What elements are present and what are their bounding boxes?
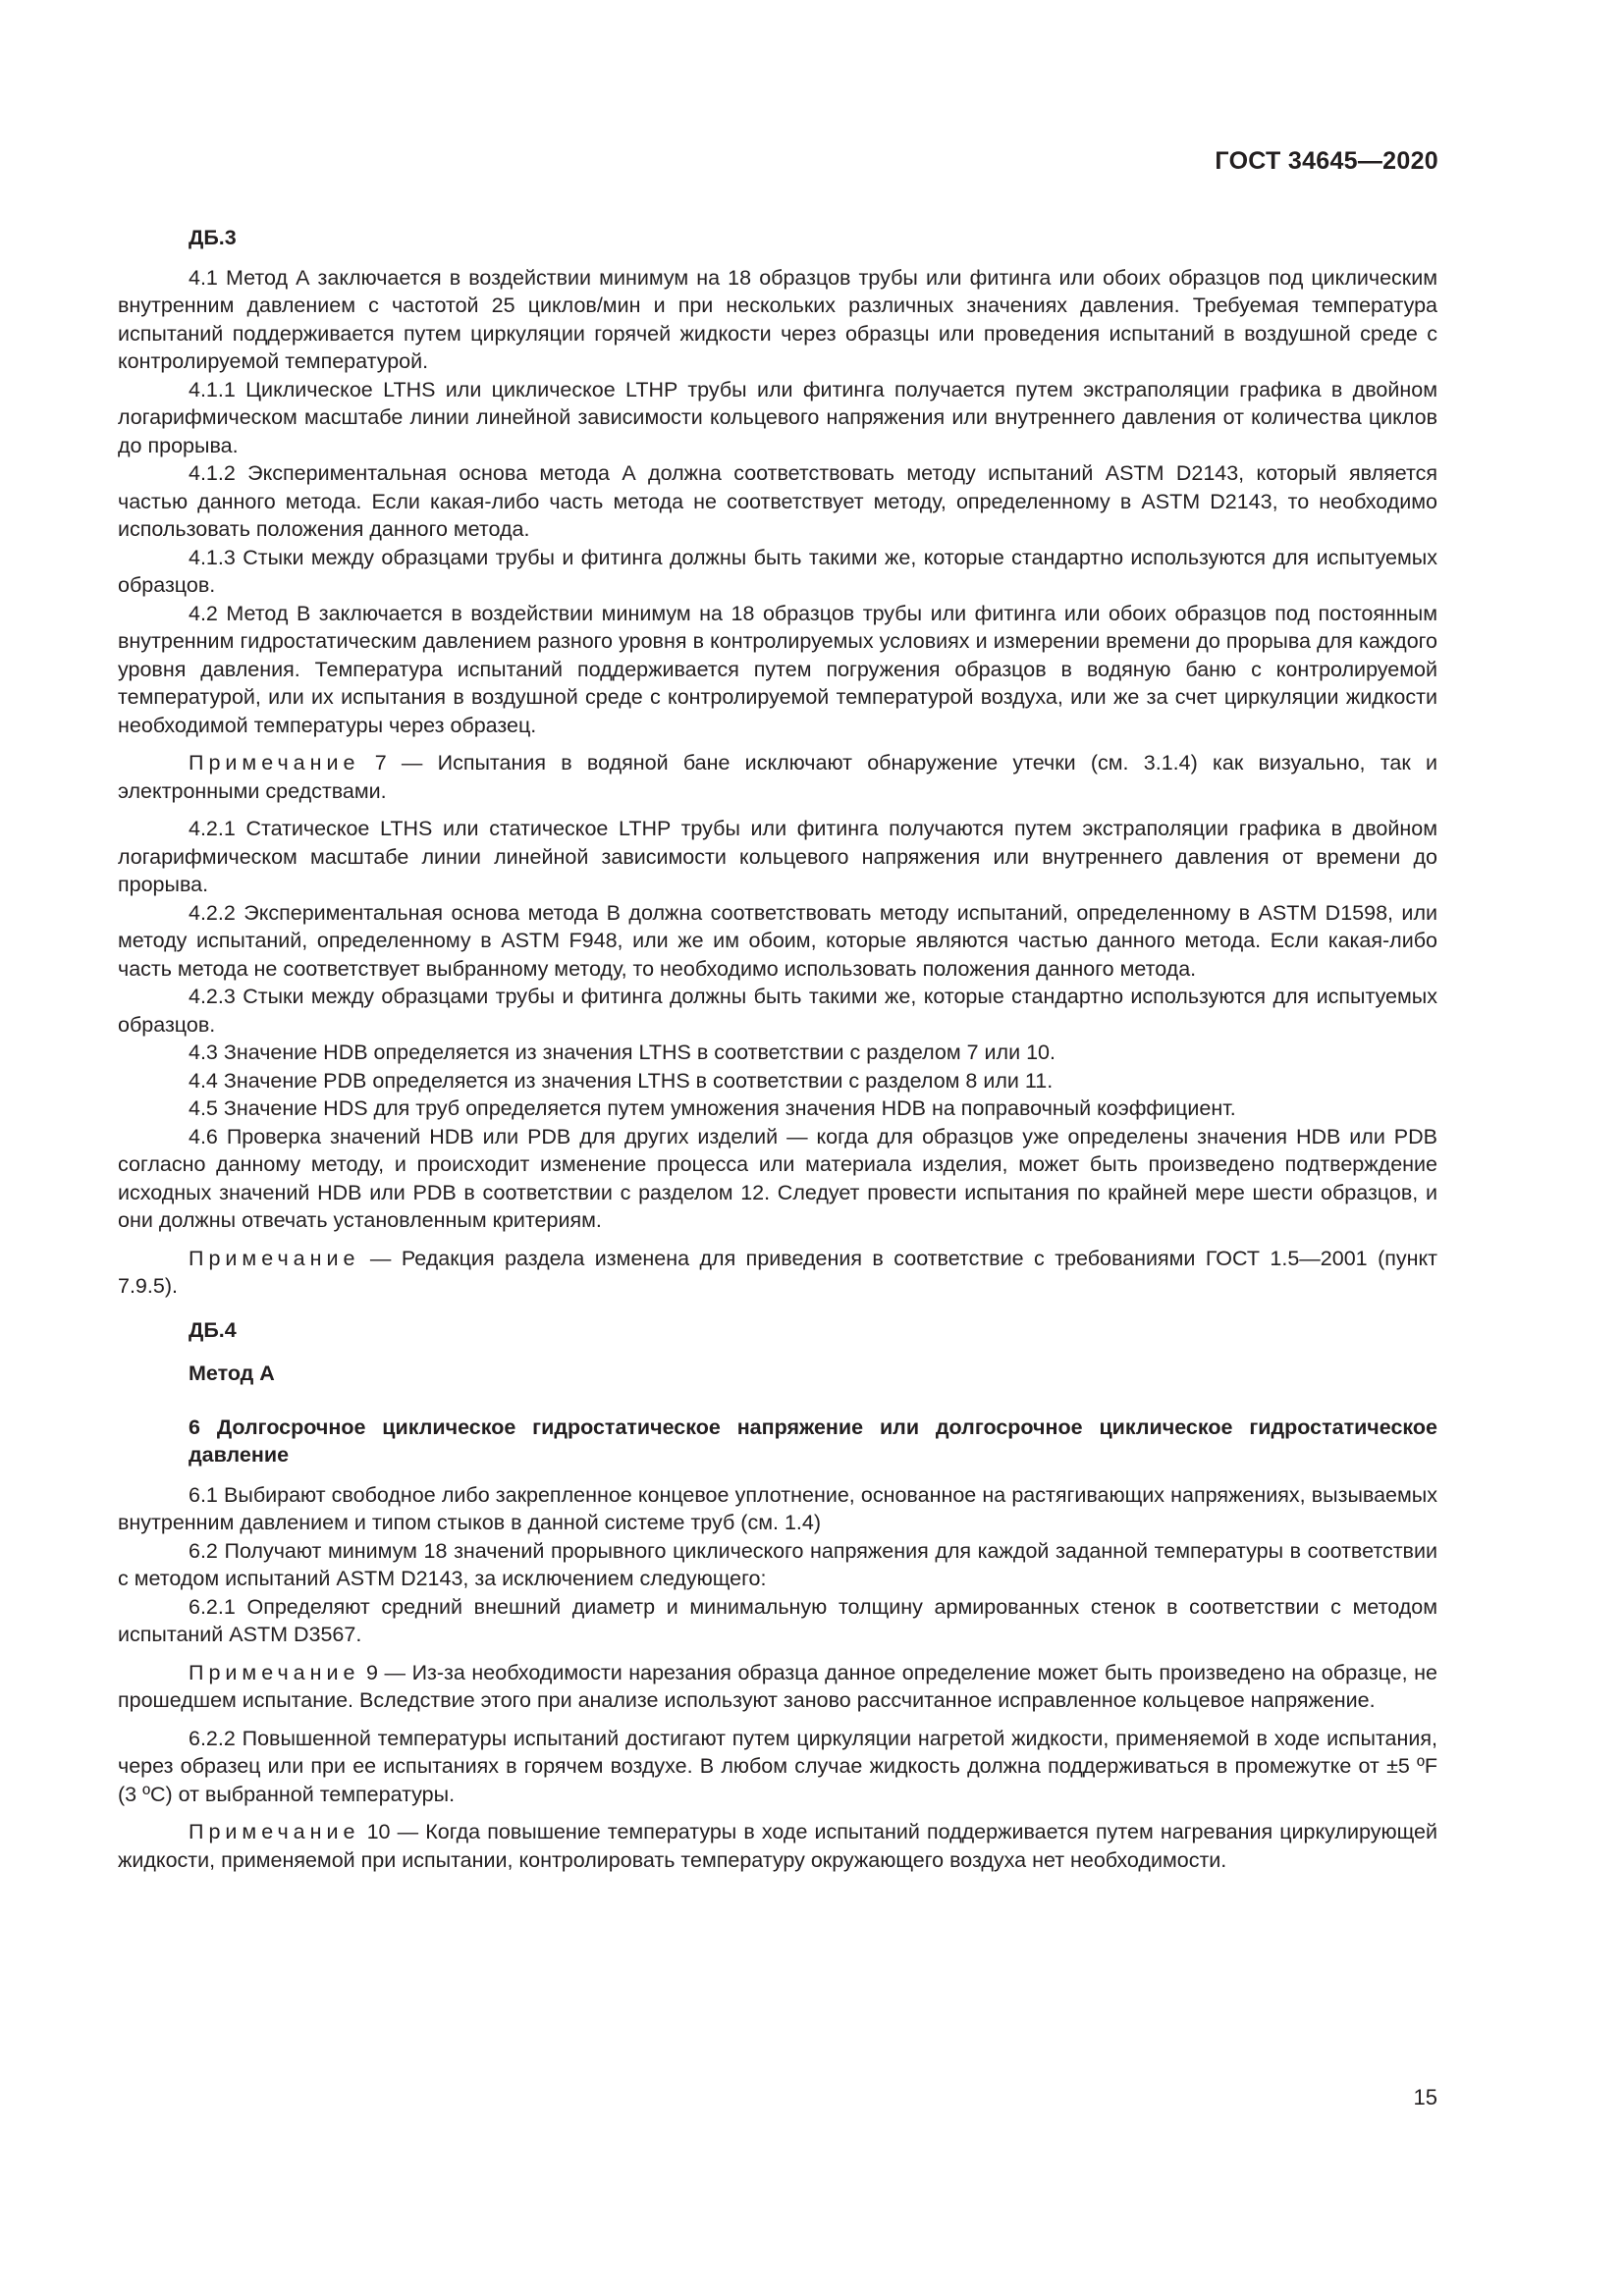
note-text: — Редакция раздела изменена для приведения в соответствие с требованиями ГОСТ 1.5—2001 (пункт 7.9.5).: [118, 1246, 1437, 1298]
paragraph-4-1-1: 4.1.1 Циклическое LTHS или циклическое LTHP трубы или фитинга получается путем экстраполяции графика в двойном логарифмическом масштабе линии линейной зависимости кольцевого напряжения или внутреннего давления от количества циклов до прорыва.: [118, 377, 1437, 457]
section-heading-db3: ДБ.3: [189, 226, 237, 249]
note-text: 10 — Когда повышение температуры в ходе испытаний поддерживается путем нагревания циркулирующей жидкости, применяемой при испытании, контролировать температуру окружающего воздуха нет необходимости.: [118, 1820, 1437, 1872]
paragraph-6-2-1: 6.2.1 Определяют средний внешний диаметр и минимальную толщину армированных стенок в соответствии с методом испытаний ASTM D3567.: [118, 1594, 1437, 1646]
method-heading: Метод А: [189, 1362, 275, 1385]
section-6-title: 6 Долгосрочное циклическое гидростатическое напряжение или долгосрочное циклическое гидростатическое давление: [189, 1415, 1437, 1467]
paragraph-6-1: 6.1 Выбирают свободное либо закрепленное концевое уплотнение, основанное на растягивающих напряжениях, вызываемых внутренним давлением и типом стыков в данной системе труб (см. 1.4): [118, 1482, 1437, 1534]
note-label: Примечание: [189, 1820, 360, 1843]
paragraph-4-4: 4.4 Значение PDB определяется из значения LTHS в соответствии с разделом 8 или 11.: [189, 1068, 1054, 1093]
note-label: Примечание: [189, 1660, 360, 1684]
paragraph-4-6: 4.6 Проверка значений HDB или PDB для других изделий — когда для образцов уже определены значения HDB или PDB согласно данному методу, и происходит изменение процесса или материала изделия, может быть произведено подтверждение исходных значений HDB или PDB в соответствии с разделом 12. Следует провести испытания по крайней мере шести образцов, и они должны отвечать установленным критериям.: [118, 1124, 1437, 1232]
paragraph-4-3: 4.3 Значение HDB определяется из значения LTHS в соответствии с разделом 7 или 10.: [189, 1041, 1056, 1064]
section-heading-db4: ДБ.4: [189, 1317, 237, 1342]
page-number: 15: [1413, 2085, 1437, 2109]
paragraph-4-2: 4.2 Метод В заключается в воздействии минимум на 18 образцов трубы или фитинга или обоих образцов под постоянным внутренним гидростатическим давлением разного уровня в контролируемых условиях и измерении времени до прорыва для каждого уровня давления. Температура испытаний поддерживается путем погружения образцов в водяную баню с контролируемой температурой, или их испытания в воздушной среде с контролируемой температурой воздуха, или же за счет циркуляции жидкости необходимой температуры через образец.: [118, 601, 1437, 737]
note-label: Примечание: [189, 751, 360, 774]
paragraph-4-1-2: 4.1.2 Экспериментальная основа метода А должна соответствовать методу испытаний ASTM D2143, который является частью данного метода. Если какая-либо часть метода не соответствует методу, определенному в ASTM D2143, то необходимо использовать положения данного метода.: [118, 461, 1437, 541]
paragraph-6-2: 6.2 Получают минимум 18 значений прорывного циклического напряжения для каждой заданной температуры в соответствии с методом испытаний ASTM D2143, за исключением следующего:: [118, 1538, 1437, 1590]
note-editorial: [118, 1245, 1437, 1301]
note-10: [118, 1818, 1437, 1874]
note-9: [118, 1659, 1437, 1715]
paragraph-4-1: 4.1 Метод А заключается в воздействии минимум на 18 образцов трубы или фитинга или обоих образцов под циклическим внутренним давлением с частотой 25 циклов/мин и при нескольких различных значениях давления. Требуемая температура испытаний поддерживается путем циркуляции горячей жидкости через образцы или проведения испытаний в воздушной среде с контролируемой температурой.: [118, 265, 1437, 373]
document-header: ГОСТ 34645—2020: [1215, 147, 1438, 175]
note-7: [118, 749, 1437, 805]
paragraph-4-5: 4.5 Значение HDS для труб определяется путем умножения значения HDB на поправочный коэффициент.: [189, 1096, 1236, 1120]
paragraph-4-1-3: 4.1.3 Стыки между образцами трубы и фитинга должны быть такими же, которые стандартно используются для испытуемых образцов.: [118, 545, 1437, 597]
paragraph-4-2-3: 4.2.3 Стыки между образцами трубы и фитинга должны быть такими же, которые стандартно используются для испытуемых образцов.: [118, 985, 1437, 1037]
paragraph-4-2-2: 4.2.2 Экспериментальная основа метода В должна соответствовать методу испытаний, определенному в ASTM D1598, или методу испытаний, определенному в ASTM F948, или же им обоим, которые являются частью данного метода. Если какая-либо часть метода не соответствует выбранному методу, то необходимо использовать положения данного метода.: [118, 900, 1437, 981]
paragraph-4-2-1: 4.2.1 Статическое LTHS или статическое LTHP трубы или фитинга получаются путем экстраполяции графика в двойном логарифмическом масштабе линии линейной зависимости кольцевого напряжения или внутреннего давления от времени до прорыва.: [118, 817, 1437, 896]
note-text: 7 — Испытания в водяной бане исключают обнаружение утечки (см. 3.1.4) как визуально, так и электронными средствами.: [118, 751, 1437, 803]
document-body: [118, 224, 1437, 1884]
note-text: 9 — Из-за необходимости нарезания образца данное определение может быть произведено на образце, не прошедшем испытание. Вследствие этого при анализе используют заново рассчитанное исправленное кольцевое напряжение.: [118, 1660, 1437, 1712]
note-label: Примечание: [189, 1246, 360, 1270]
paragraph-6-2-2: 6.2.2 Повышенной температуры испытаний достигают путем циркуляции нагретой жидкости, применяемой в ходе испытания, через образец или при ее испытаниях в горячем воздухе. В любом случае жидкость должна поддерживаться в промежутке от ±5 ºF (3 ºC) от выбранной температуры.: [118, 1726, 1437, 1806]
